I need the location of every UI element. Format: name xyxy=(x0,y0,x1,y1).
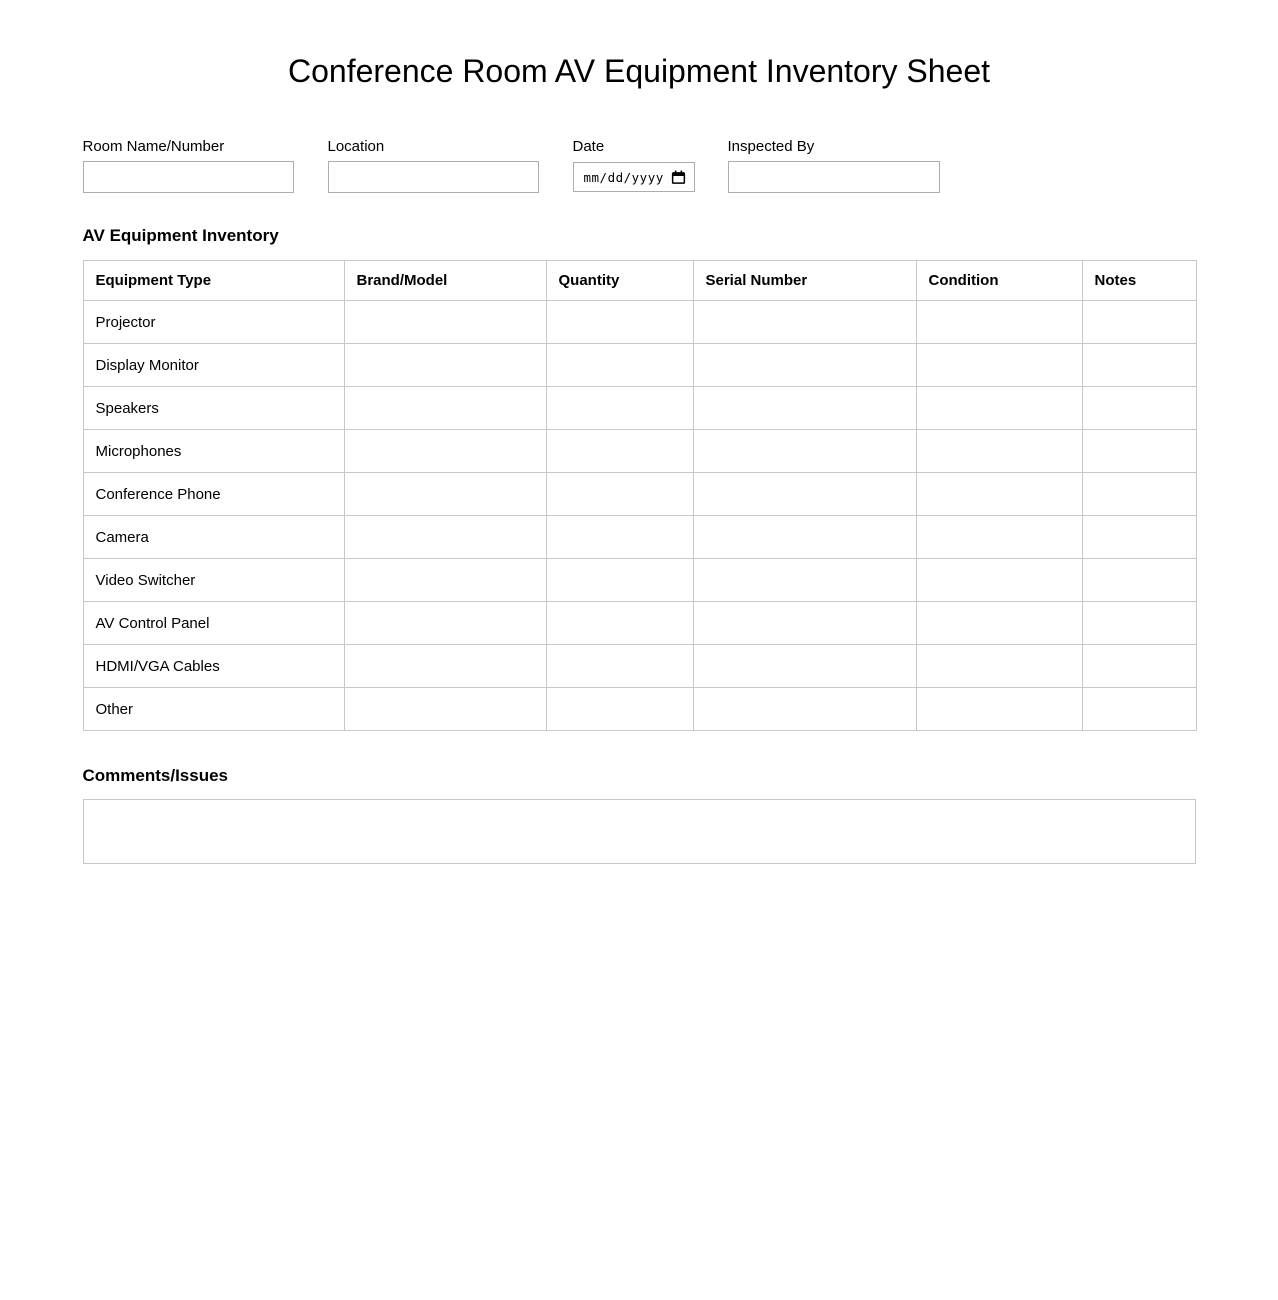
column-header-equipment-type: Equipment Type xyxy=(83,261,344,301)
quantity-cell[interactable] xyxy=(546,602,693,645)
condition-cell[interactable] xyxy=(916,645,1082,688)
page-title: Conference Room AV Equipment Inventory Sheet xyxy=(287,53,991,89)
notes-cell[interactable] xyxy=(1082,559,1196,602)
inspected-by-label: Inspected By xyxy=(727,138,815,155)
table-row xyxy=(83,516,1196,559)
brand-model-cell[interactable] xyxy=(344,301,546,344)
condition-cell[interactable] xyxy=(916,387,1082,430)
brand-model-cell[interactable] xyxy=(344,473,546,516)
condition-cell[interactable] xyxy=(916,473,1082,516)
location-field xyxy=(328,138,539,193)
date-field xyxy=(573,138,695,192)
inspected-by-input[interactable] xyxy=(728,161,940,193)
equipment-type-cell: Speakers xyxy=(83,387,344,430)
serial-number-cell[interactable] xyxy=(693,688,916,731)
serial-number-cell[interactable] xyxy=(693,602,916,645)
brand-model-cell[interactable] xyxy=(344,516,546,559)
notes-cell[interactable] xyxy=(1082,602,1196,645)
date-label: Date xyxy=(572,138,605,155)
table-row xyxy=(83,430,1196,473)
condition-cell[interactable] xyxy=(916,688,1082,731)
condition-cell[interactable] xyxy=(916,516,1082,559)
room-name-input[interactable] xyxy=(83,161,294,193)
brand-model-cell[interactable] xyxy=(344,559,546,602)
equipment-type-cell: Display Monitor xyxy=(83,344,344,387)
inventory-section-title: AV Equipment Inventory xyxy=(82,226,279,245)
quantity-cell[interactable] xyxy=(546,645,693,688)
condition-cell[interactable] xyxy=(916,602,1082,645)
quantity-cell[interactable] xyxy=(546,301,693,344)
table-row xyxy=(83,301,1196,344)
notes-cell[interactable] xyxy=(1082,516,1196,559)
inspected-by-field xyxy=(728,138,940,193)
quantity-cell[interactable] xyxy=(546,516,693,559)
document-page xyxy=(83,0,1196,864)
notes-cell[interactable] xyxy=(1082,645,1196,688)
brand-model-cell[interactable] xyxy=(344,645,546,688)
column-header-notes: Notes xyxy=(1082,261,1196,301)
notes-cell[interactable] xyxy=(1082,301,1196,344)
room-name-label: Room Name/Number xyxy=(82,138,225,155)
calendar-icon[interactable] xyxy=(671,170,686,185)
table-row xyxy=(83,688,1196,731)
column-header-condition: Condition xyxy=(916,261,1082,301)
notes-cell[interactable] xyxy=(1082,473,1196,516)
column-header-serial-number: Serial Number xyxy=(693,261,916,301)
serial-number-cell[interactable] xyxy=(693,344,916,387)
table-row xyxy=(83,387,1196,430)
serial-number-cell[interactable] xyxy=(693,301,916,344)
equipment-type-cell: Camera xyxy=(83,516,344,559)
serial-number-cell[interactable] xyxy=(693,645,916,688)
serial-number-cell[interactable] xyxy=(693,516,916,559)
condition-cell[interactable] xyxy=(916,430,1082,473)
brand-model-cell[interactable] xyxy=(344,430,546,473)
equipment-type-cell: Video Switcher xyxy=(83,559,344,602)
location-input[interactable] xyxy=(328,161,539,193)
quantity-cell[interactable] xyxy=(546,387,693,430)
column-header-brand-model: Brand/Model xyxy=(344,261,546,301)
table-row xyxy=(83,602,1196,645)
condition-cell[interactable] xyxy=(916,559,1082,602)
brand-model-cell[interactable] xyxy=(344,387,546,430)
date-input[interactable] xyxy=(573,162,695,192)
brand-model-cell[interactable] xyxy=(344,602,546,645)
quantity-cell[interactable] xyxy=(546,473,693,516)
table-row xyxy=(83,344,1196,387)
table-row xyxy=(83,559,1196,602)
equipment-type-cell: HDMI/VGA Cables xyxy=(83,645,344,688)
inventory-table xyxy=(83,260,1197,731)
serial-number-cell[interactable] xyxy=(693,387,916,430)
notes-cell[interactable] xyxy=(1082,688,1196,731)
equipment-type-cell: Conference Phone xyxy=(83,473,344,516)
location-label: Location xyxy=(327,138,385,155)
room-name-field xyxy=(83,138,294,193)
condition-cell[interactable] xyxy=(916,344,1082,387)
equipment-type-cell: Microphones xyxy=(83,430,344,473)
condition-cell[interactable] xyxy=(916,301,1082,344)
quantity-cell[interactable] xyxy=(546,559,693,602)
quantity-cell[interactable] xyxy=(546,344,693,387)
table-row xyxy=(83,645,1196,688)
date-placeholder: mm/dd/yyyy xyxy=(583,169,664,185)
quantity-cell[interactable] xyxy=(546,430,693,473)
serial-number-cell[interactable] xyxy=(693,559,916,602)
brand-model-cell[interactable] xyxy=(344,344,546,387)
equipment-type-cell: AV Control Panel xyxy=(83,602,344,645)
comments-section-title: Comments/Issues xyxy=(82,766,228,785)
serial-number-cell[interactable] xyxy=(693,430,916,473)
equipment-type-cell: Projector xyxy=(83,301,344,344)
notes-cell[interactable] xyxy=(1082,344,1196,387)
notes-cell[interactable] xyxy=(1082,430,1196,473)
quantity-cell[interactable] xyxy=(546,688,693,731)
table-row xyxy=(83,473,1196,516)
column-header-quantity: Quantity xyxy=(546,261,693,301)
equipment-type-cell: Other xyxy=(83,688,344,731)
comments-textarea[interactable] xyxy=(83,799,1196,864)
form-fields-row xyxy=(83,138,1196,193)
table-header-row xyxy=(83,261,1196,301)
notes-cell[interactable] xyxy=(1082,387,1196,430)
serial-number-cell[interactable] xyxy=(693,473,916,516)
brand-model-cell[interactable] xyxy=(344,688,546,731)
